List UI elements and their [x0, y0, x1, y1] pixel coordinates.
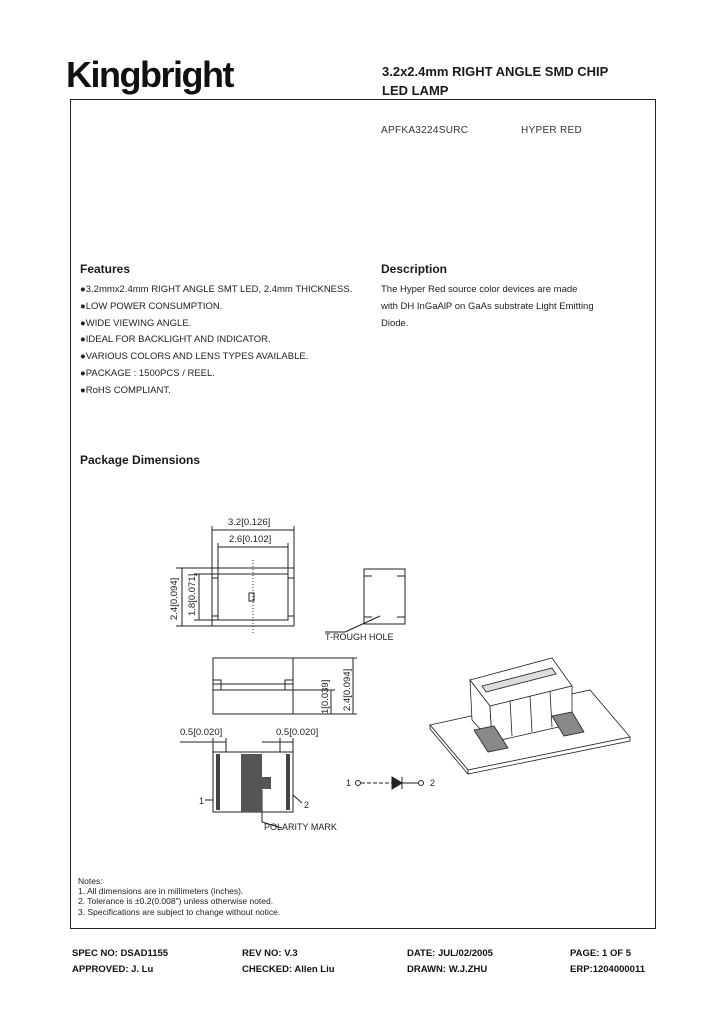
bottom-body-outline [213, 658, 293, 714]
polarity-pad [241, 754, 262, 812]
revision-number: REV NO: V.3 [242, 948, 298, 959]
date: DATE: JUL/02/2005 [407, 948, 493, 959]
feature-item: ●LOW POWER CONSUMPTION. [80, 300, 223, 312]
diode-symbol [356, 777, 424, 789]
feature-item: ●IDEAL FOR BACKLIGHT AND INDICATOR. [80, 334, 271, 346]
note-line: 3. Specifications are subject to change without notice. [78, 906, 281, 917]
feature-item: ●VARIOUS COLORS AND LENS TYPES AVAILABLE. [80, 351, 309, 363]
spec-number: SPEC NO: DSAD1155 [72, 948, 169, 959]
title-line-1: 3.2x2.4mm RIGHT ANGLE SMD CHIP [382, 64, 609, 79]
description-line: with DH InGaAlP on GaAs substrate Light Emitting [381, 300, 594, 312]
pin-1-label: 1 [199, 796, 205, 806]
page-number: PAGE: 1 OF 5 [570, 948, 632, 959]
notes-heading: Notes: [78, 876, 103, 886]
pin-2-label: 2 [304, 800, 310, 810]
drawn-by: DRAWN: W.J.ZHU [407, 964, 488, 975]
side-view [325, 569, 405, 632]
dim-side-height: 2.4[0.094] [342, 668, 353, 711]
brand-logo: Kingbright [66, 54, 233, 95]
erp-number: ERP:1204000011 [570, 964, 646, 975]
dim-pad-right: 0.5[0.020] [276, 727, 319, 738]
approved-by: APPROVED: J. Lu [72, 964, 154, 975]
dim-inner-height: 1.8[0.071] [187, 573, 198, 616]
description-heading: Description [381, 262, 448, 276]
dim-overall-width: 3.2[0.126] [228, 517, 271, 528]
dim-inner-width: 2.6[0.102] [229, 534, 272, 545]
through-hole-label: T-ROUGH HOLE [325, 632, 394, 642]
dim-pad-left: 0.5[0.020] [180, 727, 223, 738]
dim-overall-height: 2.4[0.094] [169, 577, 180, 620]
checked-by: CHECKED: Allen Liu [242, 964, 335, 975]
symbol-pin-1: 1 [346, 778, 352, 788]
features-heading: Features [80, 262, 131, 276]
description-line: The Hyper Red source color devices are made [381, 284, 578, 295]
notes [78, 876, 280, 917]
bottom-view [213, 658, 357, 714]
description-line: Diode. [381, 317, 409, 329]
symbol-pin-2: 2 [430, 778, 436, 788]
feature-item: ●3.2mmx2.4mm RIGHT ANGLE SMT LED, 2.4mm THICKNESS. [80, 284, 353, 295]
part-number: APFKA3224SURC [381, 125, 469, 136]
note-line: 1. All dimensions are in millimeters (inches). [78, 886, 244, 897]
side-body-outline [364, 569, 405, 624]
emitting-color: HYPER RED [521, 125, 583, 136]
feature-item: ●WIDE VIEWING ANGLE. [80, 317, 192, 329]
isometric-view [430, 658, 630, 774]
pad-1-strip [216, 754, 220, 810]
dim-tab-height: 1[0.039] [320, 679, 331, 714]
feature-item: ●PACKAGE : 1500PCS / REEL. [80, 367, 215, 379]
polarity-notch [262, 777, 271, 789]
feature-item: ●RoHS COMPLIANT. [80, 384, 171, 396]
polarity-mark-label: POLARITY MARK [264, 822, 337, 832]
note-line: 2. Tolerance is ±0.2(0.008") unless otherwise noted. [78, 896, 274, 907]
title-line-2: LED LAMP [382, 83, 449, 98]
package-heading: Package Dimensions [80, 453, 201, 467]
pad-2-strip [286, 754, 290, 810]
